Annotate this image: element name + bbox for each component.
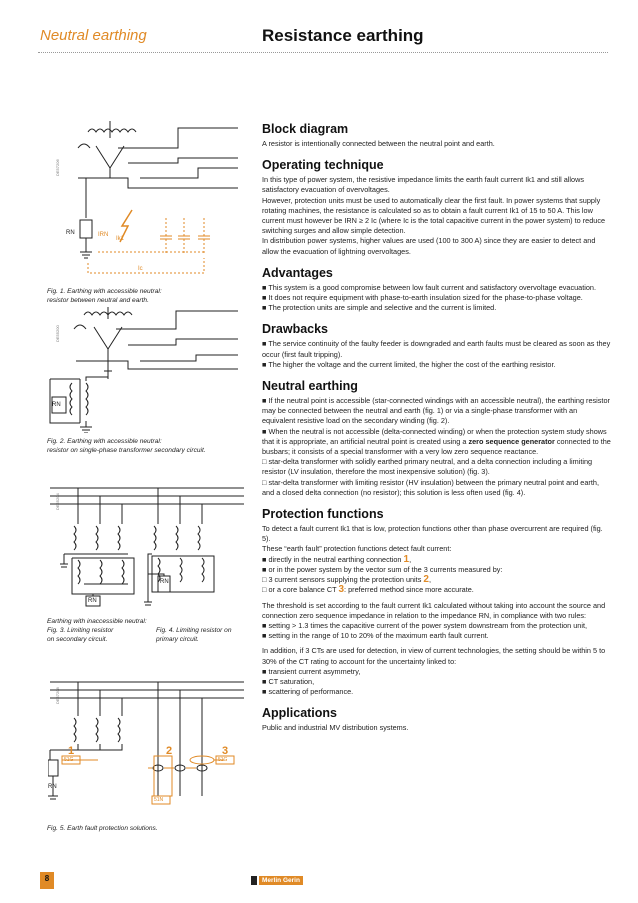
drawbacks-item-text: The higher the voltage and the current limited, the higher the cost of the earthing resistor. xyxy=(268,359,556,369)
fig5-marker-1: 1 xyxy=(68,745,75,757)
protection-item: ■ scattering of performance. xyxy=(262,687,354,697)
fig5-relay-2: 51N xyxy=(154,797,164,803)
operating-para-2: However, protection units must be used to automatically clear the first fault. In power systems that supply rotating machines, the resistance is calculated so as to obtain a fault current Ik1 of 15 to 50 A. This low current must however be IRN ≥ 2 Ic (where Ic is the total capacitive current in the power system) to reduce switching surges and allow simple detection. xyxy=(262,195,606,236)
advantages-item-text: It does not require equipment with phase-to-earth insulation sized for the phase-to-phase voltage. xyxy=(268,293,583,303)
fig34-code: DE55204 xyxy=(55,493,60,510)
protection-para: The threshold is set according to the fault current Ik1 calculated without taking into account the source and connection zero sequence impedance in relation to the impedance RN, in compliance with two rules: xyxy=(262,600,606,620)
protection-heading: Protection functions xyxy=(262,507,384,522)
fig5-code: DE57208 xyxy=(55,687,60,704)
fig1-code: DE57206 xyxy=(55,159,60,176)
fig5-diagram xyxy=(48,676,248,816)
advantages-item-text: This system is a good compromise between low fault current and satisfactory overvoltage evacuation. xyxy=(268,282,597,292)
block-diagram-text: A resistor is intentionally connected between the neutral point and earth. xyxy=(262,139,495,148)
neutral-earthing-heading: Neutral earthing xyxy=(262,379,358,394)
fig5-marker-2: 2 xyxy=(166,745,173,757)
page-title: Resistance earthing xyxy=(262,26,424,45)
operating-para-3: In distribution power systems, higher values are used (100 to 300 A) since they are easier to detect and allow the evacuation of lightning overvoltages. xyxy=(262,236,596,256)
fig2-caption-line1: Fig. 2. Earthing with accessible neutral: xyxy=(47,438,162,445)
protection-item-text: 3 current sensors supplying the protection units xyxy=(268,575,424,585)
applications-section xyxy=(262,706,612,733)
marker-1: 1 xyxy=(403,553,410,565)
neutral-item-text: star-delta transformer with solidly earthed primary neutral, and a delta connection including a limiting resistor (LV insulation, therefore the most inexpensive solution) (fig. 3). xyxy=(262,457,593,477)
fig34-diagram xyxy=(48,484,248,624)
neutral-item-text: star-delta transformer with limiting resistor (HV insulation) between the primary neutral point and earth, and a closed delta connection (no resistor); this solution is less often used (fig. 4). xyxy=(262,477,599,497)
protection-item: ■ setting > 1.3 times the capacitive current of the power system downstream from the protection unit, xyxy=(262,620,588,630)
fig1-diagram xyxy=(48,118,248,286)
drawbacks-item: ■ The service continuity of the faulty feeder is downgraded and earth faults must be cleared as soon as they occur (first fault tripping). xyxy=(262,339,611,359)
logo-text: Merlin Gerin xyxy=(259,876,303,885)
neutral-item-text: When the neutral is not accessible (delta-connected winding) or when the protection system study shows that it is appropriate, an artificial neutral point is created using a xyxy=(262,426,607,446)
protection-item-text: scattering of performance. xyxy=(268,687,354,697)
advantages-item: ■ It does not require equipment with phase-to-earth insulation sized for the phase-to-phase voltage. xyxy=(262,293,583,303)
brand-logo xyxy=(251,876,303,885)
applications-heading: Applications xyxy=(262,706,338,721)
operating-section xyxy=(262,158,612,257)
fig2-rn-label: RN xyxy=(52,402,61,408)
fig3-caption-line2: on secondary circuit. xyxy=(47,636,108,643)
neutral-item: ■ When the neutral is not accessible (delta-connected winding) or when the protection system study shows that it is appropriate, an artificial neutral point is created using a zero sequence generator connected to the busbars; it consists of a special transformer with a very low zero sequence reactance. xyxy=(262,426,611,457)
fig3-caption-line1: Fig. 3. Limiting resistor xyxy=(47,627,114,634)
fig2-caption-line2: resistor on single-phase transformer secondary circuit. xyxy=(47,447,206,454)
text-column xyxy=(262,122,612,743)
protection-item-text: transient current asymmetry, xyxy=(268,666,361,676)
block-diagram-heading: Block diagram xyxy=(262,122,349,136)
operating-heading: Operating technique xyxy=(262,158,384,173)
fig1-caption xyxy=(47,287,162,305)
protection-item: □ or a core balance CT 3: preferred method since more accurate. xyxy=(262,584,474,596)
header-rule xyxy=(38,52,608,53)
neutral-item: □ star-delta transformer with limiting resistor (HV insulation) between the primary neutral point and earth, and a closed delta connection (no resistor); this solution is less often used (fig. 4). xyxy=(262,477,599,497)
fig5-marker-3: 3 xyxy=(222,745,229,757)
protection-item: □ 3 current sensors supplying the protection units 2, xyxy=(262,574,431,586)
fig1-ic-label: Ic xyxy=(138,266,143,272)
fig2-caption xyxy=(47,437,206,455)
protection-para: In addition, if 3 CTs are used for detection, in view of current technologies, the setting should be within 5 to 30% of the CT rating to account for the uncertainty linked to: xyxy=(262,646,606,666)
fig4-caption xyxy=(156,626,232,644)
advantages-section xyxy=(262,266,612,314)
fig2-diagram xyxy=(46,305,246,433)
neutral-earthing-section xyxy=(262,379,612,498)
fig1-caption-line2: resistor between neutral and earth. xyxy=(47,297,149,304)
protection-item-text: setting > 1.3 times the capacitive current of the power system downstream from the protection unit, xyxy=(268,620,588,630)
protection-item: ■ or in the power system by the vector sum of the 3 currents measured by: xyxy=(262,564,503,574)
fig4-rn-label: RN xyxy=(160,579,169,585)
applications-text: Public and industrial MV distribution systems. xyxy=(262,723,409,733)
operating-para-1: In this type of power system, the resistive impedance limits the earth fault current Ik1 and still allows satisfactory evacuation of overvoltages. xyxy=(262,175,585,195)
fig4-caption-line2: primary circuit. xyxy=(156,636,199,643)
fig3-rn-label: RN xyxy=(88,598,97,604)
protection-section xyxy=(262,507,612,697)
drawbacks-section xyxy=(262,322,612,370)
drawbacks-heading: Drawbacks xyxy=(262,322,329,337)
protection-item: ■ transient current asymmetry, xyxy=(262,666,361,676)
neutral-item-text: If the neutral point is accessible (star-connected windings with an accessible neutral), the earthing resistor may be connected between the neutral and earth (fig. 1) or via a single-phase transformer with an equivalent resistive load on the secondary winding (fig. 2). xyxy=(262,396,610,426)
section-title: Neutral earthing xyxy=(40,27,147,44)
advantages-item: ■ The protection units are simple and selective and the current is limited. xyxy=(262,303,497,313)
advantages-item: ■ This system is a good compromise between low fault current and satisfactory overvoltage evacuation. xyxy=(262,282,597,292)
protection-item-text: : preferred method since more accurate. xyxy=(344,585,474,595)
fig1-caption-line1: Fig. 1. Earthing with accessible neutral: xyxy=(47,288,162,295)
protection-item: ■ directly in the neutral earthing connection 1, xyxy=(262,553,412,565)
drawbacks-item: ■ The higher the voltage and the current limited, the higher the cost of the earthing resistor. xyxy=(262,359,556,369)
neutral-item-text: connected to the busbars; it consists of a special transformer with a very low zero sequence reactance. xyxy=(262,436,611,457)
drawbacks-item-text: The service continuity of the faulty feeder is downgraded and earth faults must be cleared as soon as they occur (first fault tripping). xyxy=(262,339,611,359)
fig5-relay-1: 51G xyxy=(64,757,74,763)
page-number: 8 xyxy=(44,874,50,883)
neutral-item: □ star-delta transformer with solidly earthed primary neutral, and a delta connection including a limiting resistor (LV insulation, therefore the most inexpensive solution) (fig. 3). xyxy=(262,457,593,477)
logo-mark xyxy=(251,876,257,885)
fig5-caption: Fig. 5. Earth fault protection solutions. xyxy=(47,825,158,832)
block-diagram-section xyxy=(262,122,612,149)
protection-item-text: directly in the neutral earthing connection xyxy=(268,554,404,564)
protection-item-text: or a core balance CT xyxy=(268,585,339,595)
fig3-caption xyxy=(47,626,113,644)
protection-item: ■ CT saturation, xyxy=(262,676,315,686)
fig5-relay-3: 51G xyxy=(218,757,228,763)
fig1-rn-label: RN xyxy=(66,230,75,236)
protection-item: ■ setting in the range of 10 to 20% of the maximum earth fault current. xyxy=(262,631,489,641)
fig4-caption-line1: Fig. 4. Limiting resistor on xyxy=(156,627,232,634)
marker-3: 3 xyxy=(338,584,345,596)
protection-item-text: CT saturation, xyxy=(268,676,315,686)
protection-item-text: or in the power system by the vector sum of the 3 currents measured by: xyxy=(268,564,503,574)
marker-2: 2 xyxy=(423,574,429,586)
fig1-irn-label: IRN xyxy=(98,232,109,238)
advantages-heading: Advantages xyxy=(262,265,333,280)
fig1-ik-label: Ik1 xyxy=(116,236,125,242)
protection-item-text: setting in the range of 10 to 20% of the maximum earth fault current. xyxy=(268,631,489,641)
protection-para: To detect a fault current Ik1 that is low, protection functions other than phase overcurrent are required (fig. 5). xyxy=(262,524,603,544)
neutral-item: ■ If the neutral point is accessible (star-connected windings with an accessible neutral), the earthing resistor may be connected between the neutral and earth (fig. 1) or via a single-phase transformer with an equivalent resistive load on the secondary winding (fig. 2). xyxy=(262,396,610,426)
zero-sequence-term: zero sequence generator xyxy=(468,436,555,446)
fig2-code: DE55200 xyxy=(55,325,60,342)
fig5-rn-label: RN xyxy=(48,784,57,790)
protection-para: These “earth fault” protection functions detect fault current: xyxy=(262,544,452,554)
fig34-heading: Earthing with inaccessible neutral: xyxy=(47,618,147,625)
advantages-item-text: The protection units are simple and selective and the current is limited. xyxy=(268,303,497,313)
